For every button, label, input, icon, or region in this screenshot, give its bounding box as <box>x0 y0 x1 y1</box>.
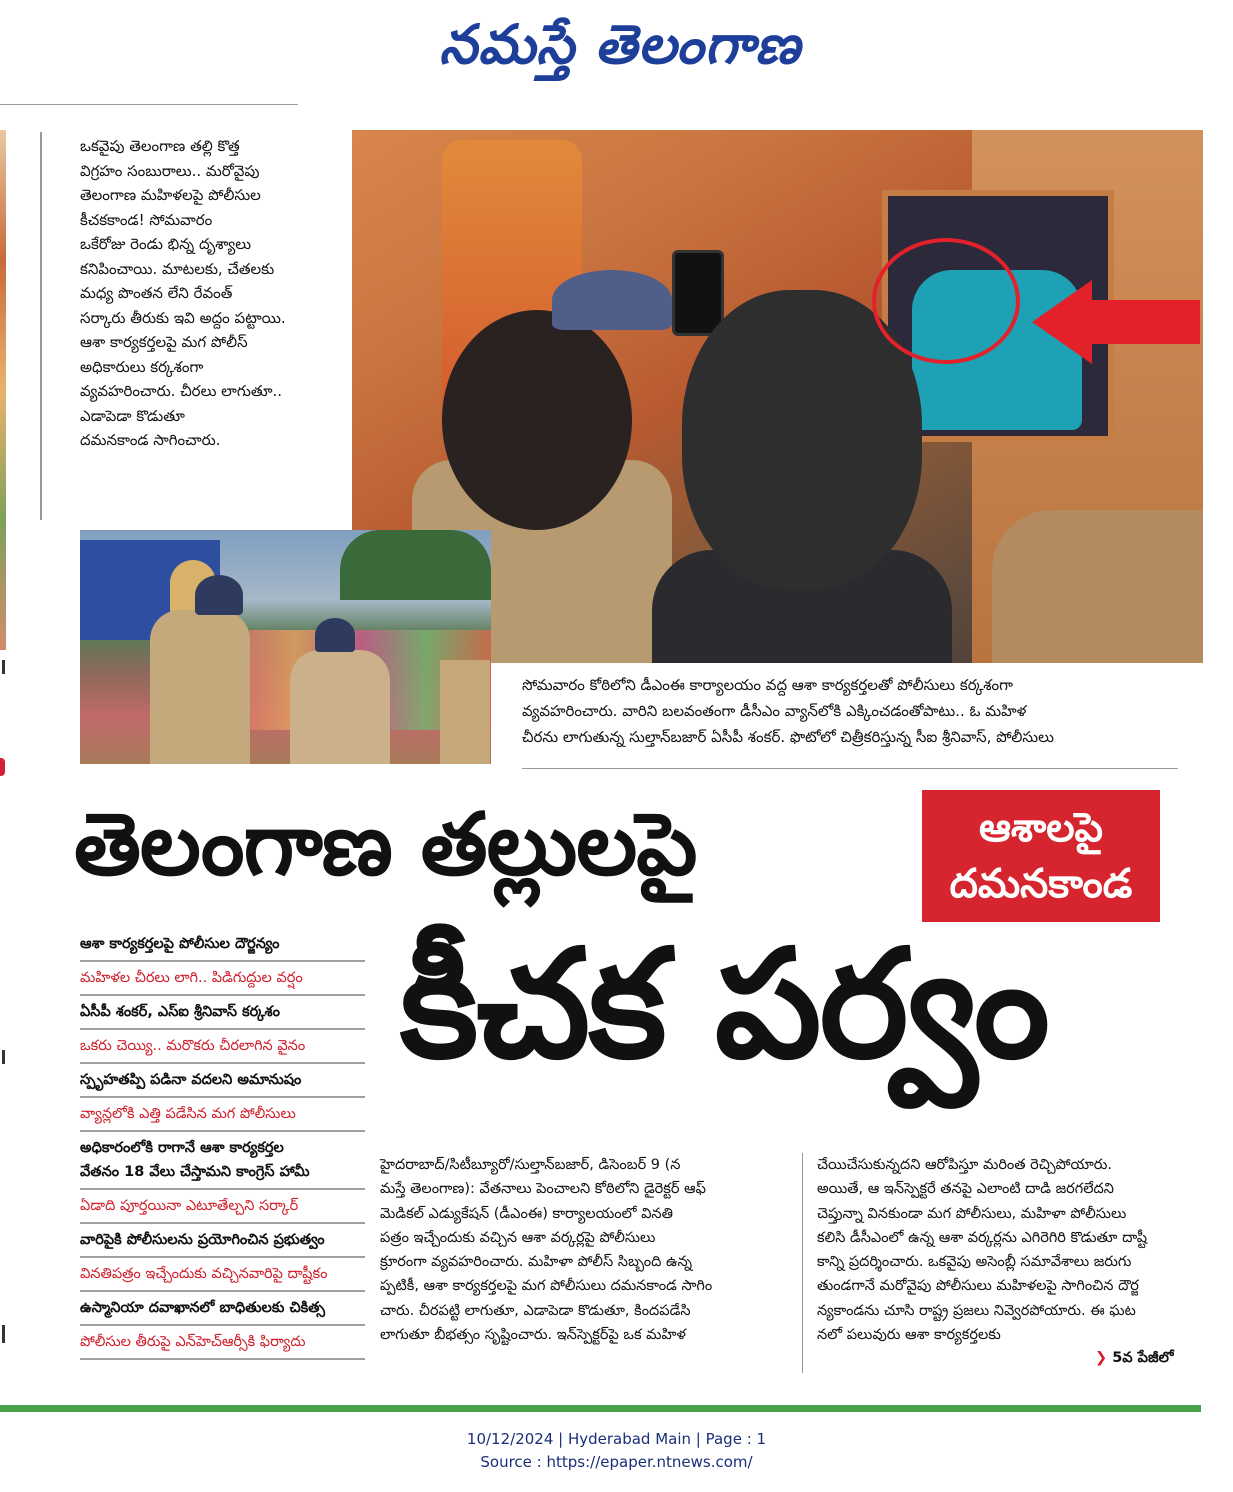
adjacent-page-mark <box>2 660 5 674</box>
photo-phone <box>672 250 724 336</box>
photo-caption: సోమవారం కోఠిలోని డీఎంఈ కార్యాలయం వద్ద ఆశా కార్యకర్తలతో పోలీసులు కర్కశంగా వ్యవహరించారు. వారిని బలవంతంగా డీసీఎం వ్యాన్‌లోకి ఎక్కించడంతోపాటు.. ఓ మహిళ చీరను లాగుతున్న సుల్తాన్‌బజార్ ఏసీపీ శంకర్. ఫొటోలో చిత్రీకరిస్తున్న సీఐ శ్రీనివాస్, పోలీసులు <box>522 676 1054 746</box>
adjacent-page-red-mark <box>0 758 5 776</box>
highlight-arrow-tail <box>1090 300 1200 344</box>
red-tag-box: ఆశాలపై దమనకాండ <box>922 790 1160 922</box>
adjacent-page-mark <box>2 1050 5 1064</box>
highlight-item: ఆశా కార్యకర్తలపై పోలీసుల దౌర్జన్యం <box>80 928 365 962</box>
top-divider <box>0 104 298 105</box>
highlight-item: వేతనం 18 వేలు చేస్తామని కాంగ్రెస్ హామీ <box>80 1160 365 1190</box>
highlight-item: వారిపైకి పోలీసులను ప్రయోగించిన ప్రభుత్వం <box>80 1224 365 1258</box>
headline-main: కీచక పర్వం <box>400 918 1048 1092</box>
highlight-item: ఒకరు చెయ్యి.. మరొకరు చీరలాగిన వైనం <box>80 1030 365 1064</box>
highlight-circle <box>872 238 1020 364</box>
bottom-green-rule <box>0 1405 1201 1412</box>
highlights-list <box>80 928 365 1360</box>
edition-info: 10/12/2024 | Hyderabad Main | Page : 1 <box>466 1430 767 1448</box>
photo-police-cap <box>195 575 243 615</box>
photo-police-cap <box>552 270 672 330</box>
continued-arrow-icon: ❯ <box>1095 1350 1108 1366</box>
highlight-arrow-icon <box>1032 280 1092 364</box>
adjacent-page-mark <box>2 1325 5 1343</box>
article-column-2: చేయిచేసుకున్నదని ఆరోపిస్తూ మరింత రెచ్చిపోయారు. అయితే, ఆ ఇన్‌స్పెక్టరే తనపై ఎలాంటి దాడి జరగలేదని చెప్తున్నా వినకుండా మగ పోలీసులు, మహిళా పోలీసులు కలిసి డీసీఎంలో ఉన్న ఆశా వర్కర్లను ఎగిరెగిరి కొడుతూ దాష్టీ కాన్ని ప్రదర్శించారు. ఒకవైపు అసెంబ్లీ సమావేశాలు జరుగు తుండగానే మరోవైపు పోలీసులు మహిళలపై సాగించిన దౌర్జ న్యకాండను చూసి రాష్ట్ర ప్రజలు నివ్వెరపోయారు. ఈ ఘట నలో పలువురు ఆశా కార్యకర్తలకు <box>817 1157 1148 1344</box>
headline-kicker: తెలంగాణ తల్లులపై <box>74 795 697 895</box>
continued-link[interactable] <box>1095 1350 1174 1370</box>
highlight-item: ఏడాది పూర్తయినా ఎటూతేల్చని సర్కార్ <box>80 1190 365 1224</box>
highlight-item: వ్యాన్లలోకి ఎత్తి పడేసిన మగ పోలీసులు <box>80 1098 365 1132</box>
adjacent-page-photo-edge <box>0 130 6 650</box>
column-divider <box>802 1153 803 1373</box>
source-link[interactable]: Source : https://epaper.ntnews.com/ <box>480 1453 753 1471</box>
highlight-item: స్పృహతప్పి పడినా వదలని అమానుషం <box>80 1064 365 1098</box>
intro-paragraph: ఒకవైపు తెలంగాణ తల్లి కొత్త విగ్రహం సంబురాలు.. మరోవైపు తెలంగాణ మహిళలపై పోలీసుల కీచకకాండ! సోమవారం ఒకేరోజు రెండు భిన్న దృశ్యాలు కనిపించాయి. మాటలకు, చేతలకు మధ్య పొంతన లేని రేవంత్ సర్కారు తీరుకు ఇవి అద్దం పట్టాయి. ఆశా కార్యకర్తలపై మగ పోలీస్ అధికారులు కర్కశంగా వ్యవహరించారు. చీరలు లాగుతూ.. ఎడాపెడా కొడుతూ దమనకాండ సాగించారు. <box>80 137 286 449</box>
article-column-1: హైదరాబాద్/సిటీబ్యూరో/సుల్తాన్‌బజార్, డిసెంబర్ 9 (న మస్తే తెలంగాణ): వేతనాలు పెంచాలని కోఠిలోని డైరెక్టర్ ఆఫ్ మెడికల్ ఎడ్యుకేషన్ (డీఎంఈ) కార్యాలయంలో వినతి పత్రం ఇచ్చేందుకు వచ్చిన ఆశా వర్కర్లపై పోలీసులు క్రూరంగా వ్యవహరించారు. మహిళా పోలీస్ సిబ్బంది ఉన్న ప్పటికీ, ఆశా కార్యకర్తలపై మగ పోలీసులు దమనకాండ సాగిం చారు. చీరపట్టి లాగుతూ, ఎడాపెడా కొడుతూ, కిందపడేసి లాగుతూ బీభత్సం సృష్టించారు. ఇన్‌స్పెక్టర్‌పై ఒక మహిళ <box>380 1157 713 1344</box>
intro-side-rule <box>40 132 42 520</box>
photo-police-uniform <box>992 510 1203 663</box>
masthead-title: నమస్తే తెలంగాణ <box>439 12 801 76</box>
photo-policeman <box>150 610 250 764</box>
highlight-item: ఉస్మానియా దవాఖానలో బాధితులకు చికిత్స <box>80 1292 365 1326</box>
highlight-item: ఏసీపీ శంకర్, ఎస్‌ఐ శ్రీనివాస్ కర్కశం <box>80 996 365 1030</box>
photo-policewoman <box>290 650 390 764</box>
highlight-item: పోలీసుల తీరుపై ఎన్‌హెచ్‌ఆర్సీకి ఫిర్యాదు <box>80 1326 365 1360</box>
highlight-item: అధికారంలోకి రాగానే ఆశా కార్యకర్తల <box>80 1140 284 1156</box>
photo-policeman <box>440 660 490 764</box>
photo-officer-head <box>442 310 632 530</box>
highlight-item: వినతిపత్రం ఇచ్చేందుకు వచ్చినవారిపై దాష్టీకం <box>80 1258 365 1292</box>
highlight-item: మహిళల చీరలు లాగి.. పిడిగుద్దుల వర్షం <box>80 962 365 996</box>
photo-trees <box>340 530 491 600</box>
continued-label: 5వ పేజీలో <box>1112 1350 1174 1366</box>
photo-police-cap <box>315 618 355 652</box>
inset-news-photo <box>80 530 491 764</box>
caption-underline <box>522 768 1178 769</box>
